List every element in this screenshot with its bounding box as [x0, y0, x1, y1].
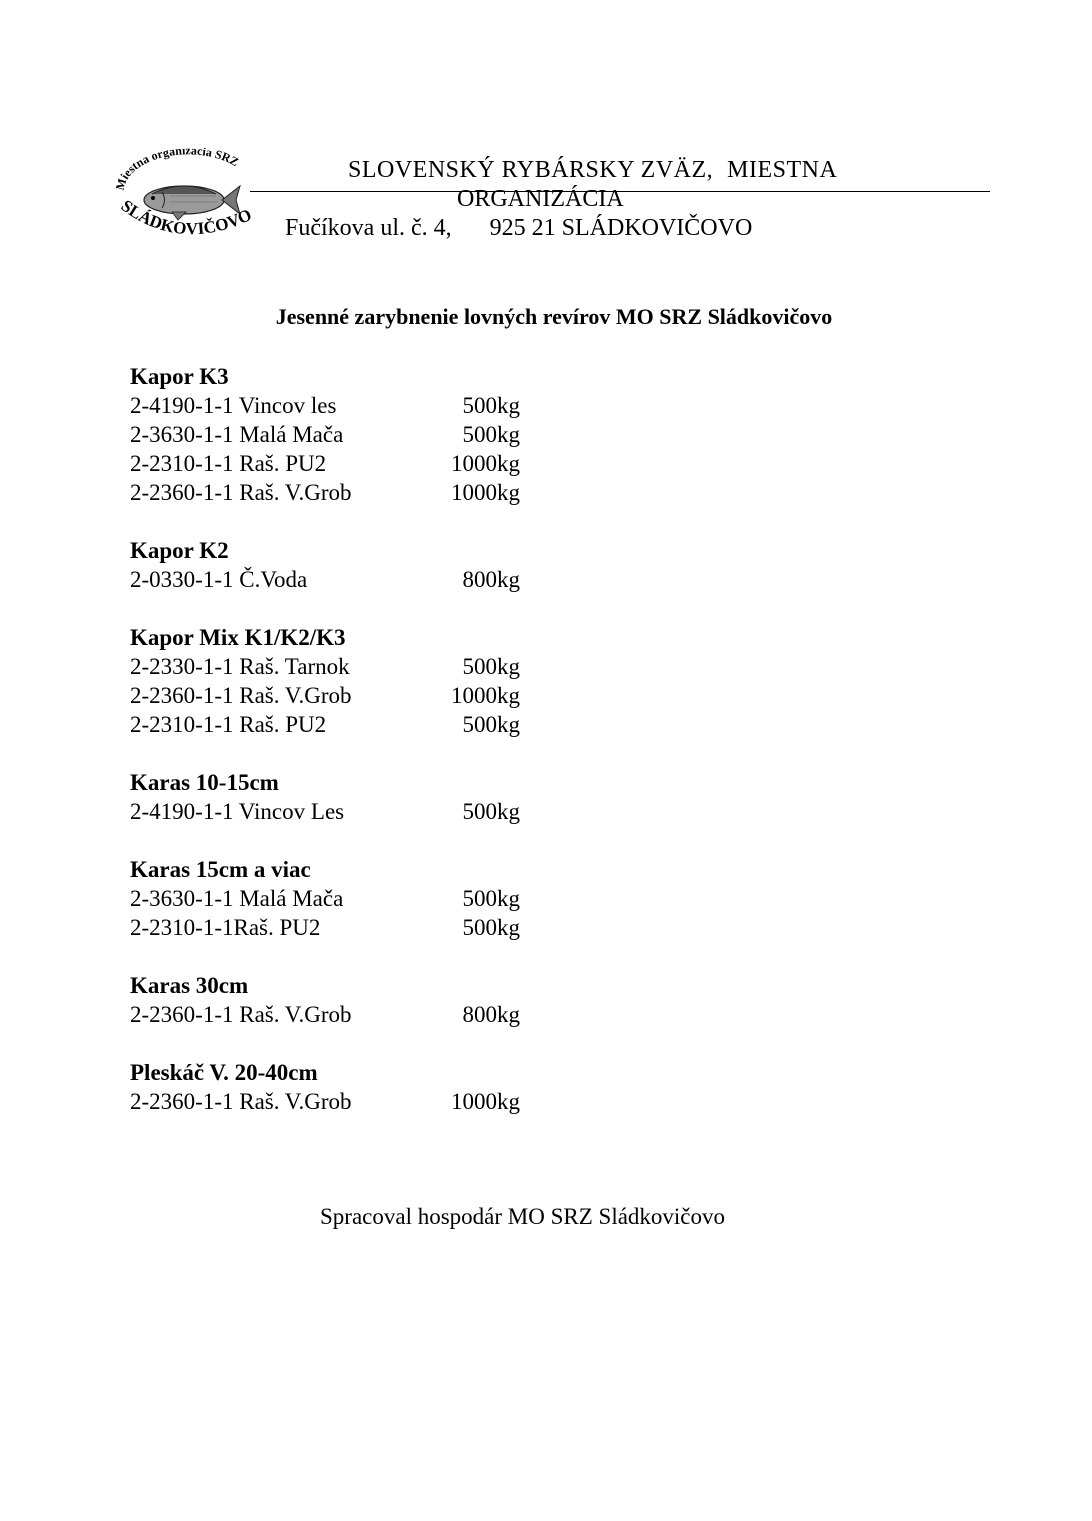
revir-location: 2-2360-1-1 Raš. V.Grob — [130, 1002, 352, 1027]
stocking-section — [130, 768, 650, 826]
stocking-amount: 1000kg — [451, 480, 520, 505]
address-street: Fučíkova ul. č. 4, — [285, 215, 452, 241]
section-title: Kapor Mix K1/K2/K3 — [130, 625, 346, 650]
section-title: Karas 30cm — [130, 973, 249, 998]
stocking-amount: 500kg — [462, 712, 520, 737]
stocking-row — [130, 681, 650, 710]
revir-location: 2-0330-1-1 Č.Voda — [130, 567, 308, 592]
stocking-amount: 800kg — [462, 1002, 520, 1027]
stocking-section — [130, 536, 650, 594]
organization-logo — [112, 148, 262, 248]
revir-location: 2-2310-1-1Raš. PU2 — [130, 915, 321, 940]
stocking-section — [130, 362, 650, 507]
section-title: Kapor K2 — [130, 538, 229, 563]
section-title: Karas 15cm a viac — [130, 857, 311, 882]
stocking-section — [130, 1058, 650, 1116]
section-title: Kapor K3 — [130, 364, 229, 389]
revir-location: 2-2330-1-1 Raš. Tarnok — [130, 654, 350, 679]
stocking-row — [130, 1000, 650, 1029]
stocking-amount: 500kg — [462, 886, 520, 911]
stocking-section — [130, 855, 650, 942]
section-title: Karas 10-15cm — [130, 770, 279, 795]
org-name-part1: SLOVENSKÝ RYBÁRSKY ZVÄZ, — [348, 157, 714, 183]
revir-location: 2-2360-1-1 Raš. V.Grob — [130, 1089, 352, 1114]
stocking-amount: 500kg — [462, 422, 520, 447]
organization-name-line1 — [348, 157, 837, 184]
stocking-row — [130, 652, 650, 681]
stocking-amount: 500kg — [462, 654, 520, 679]
revir-location: 2-4190-1-1 Vincov Les — [130, 799, 345, 824]
document-title: Jesenné zarybnenie lovných revírov MO SRZ Sládkovičovo — [275, 304, 833, 329]
stocking-amount: 500kg — [462, 915, 520, 940]
stocking-amount: 800kg — [462, 567, 520, 592]
stocking-row — [130, 710, 650, 739]
fish-logo-icon — [112, 148, 262, 248]
revir-location: 2-2360-1-1 Raš. V.Grob — [130, 683, 352, 708]
organization-address — [285, 215, 752, 242]
stocking-amount: 500kg — [462, 393, 520, 418]
stocking-row — [130, 449, 650, 478]
stocking-list — [130, 362, 650, 1145]
revir-location: 2-4190-1-1 Vincov les — [130, 393, 337, 418]
stocking-row — [130, 884, 650, 913]
stocking-row — [130, 478, 650, 507]
stocking-amount: 1000kg — [451, 1089, 520, 1114]
stocking-row — [130, 1087, 650, 1116]
revir-location: 2-2310-1-1 Raš. PU2 — [130, 712, 327, 737]
stocking-row — [130, 913, 650, 942]
stocking-row — [130, 420, 650, 449]
footer-signature: Spracoval hospodár MO SRZ Sládkovičovo — [320, 1204, 726, 1229]
revir-location: 2-2360-1-1 Raš. V.Grob — [130, 480, 352, 505]
stocking-section — [130, 971, 650, 1029]
stocking-row — [130, 565, 650, 594]
stocking-row — [130, 797, 650, 826]
stocking-amount: 1000kg — [451, 451, 520, 476]
stocking-amount: 1000kg — [451, 683, 520, 708]
logo-text-top: Miestna organizácia SRZ — [112, 148, 242, 192]
stocking-section — [130, 623, 650, 739]
section-title: Pleskáč V. 20-40cm — [130, 1060, 318, 1085]
stocking-row — [130, 391, 650, 420]
revir-location: 2-2310-1-1 Raš. PU2 — [130, 451, 327, 476]
org-name-part2: MIESTNA — [727, 157, 838, 183]
organization-name-line2: ORGANIZÁCIA — [457, 186, 624, 212]
address-city: 925 21 SLÁDKOVIČOVO — [489, 215, 753, 241]
stocking-amount: 500kg — [462, 799, 520, 824]
revir-location: 2-3630-1-1 Malá Mača — [130, 886, 344, 911]
logo-text-bottom: SLÁDKOVIČOVO — [117, 195, 255, 239]
revir-location: 2-3630-1-1 Malá Mača — [130, 422, 344, 447]
